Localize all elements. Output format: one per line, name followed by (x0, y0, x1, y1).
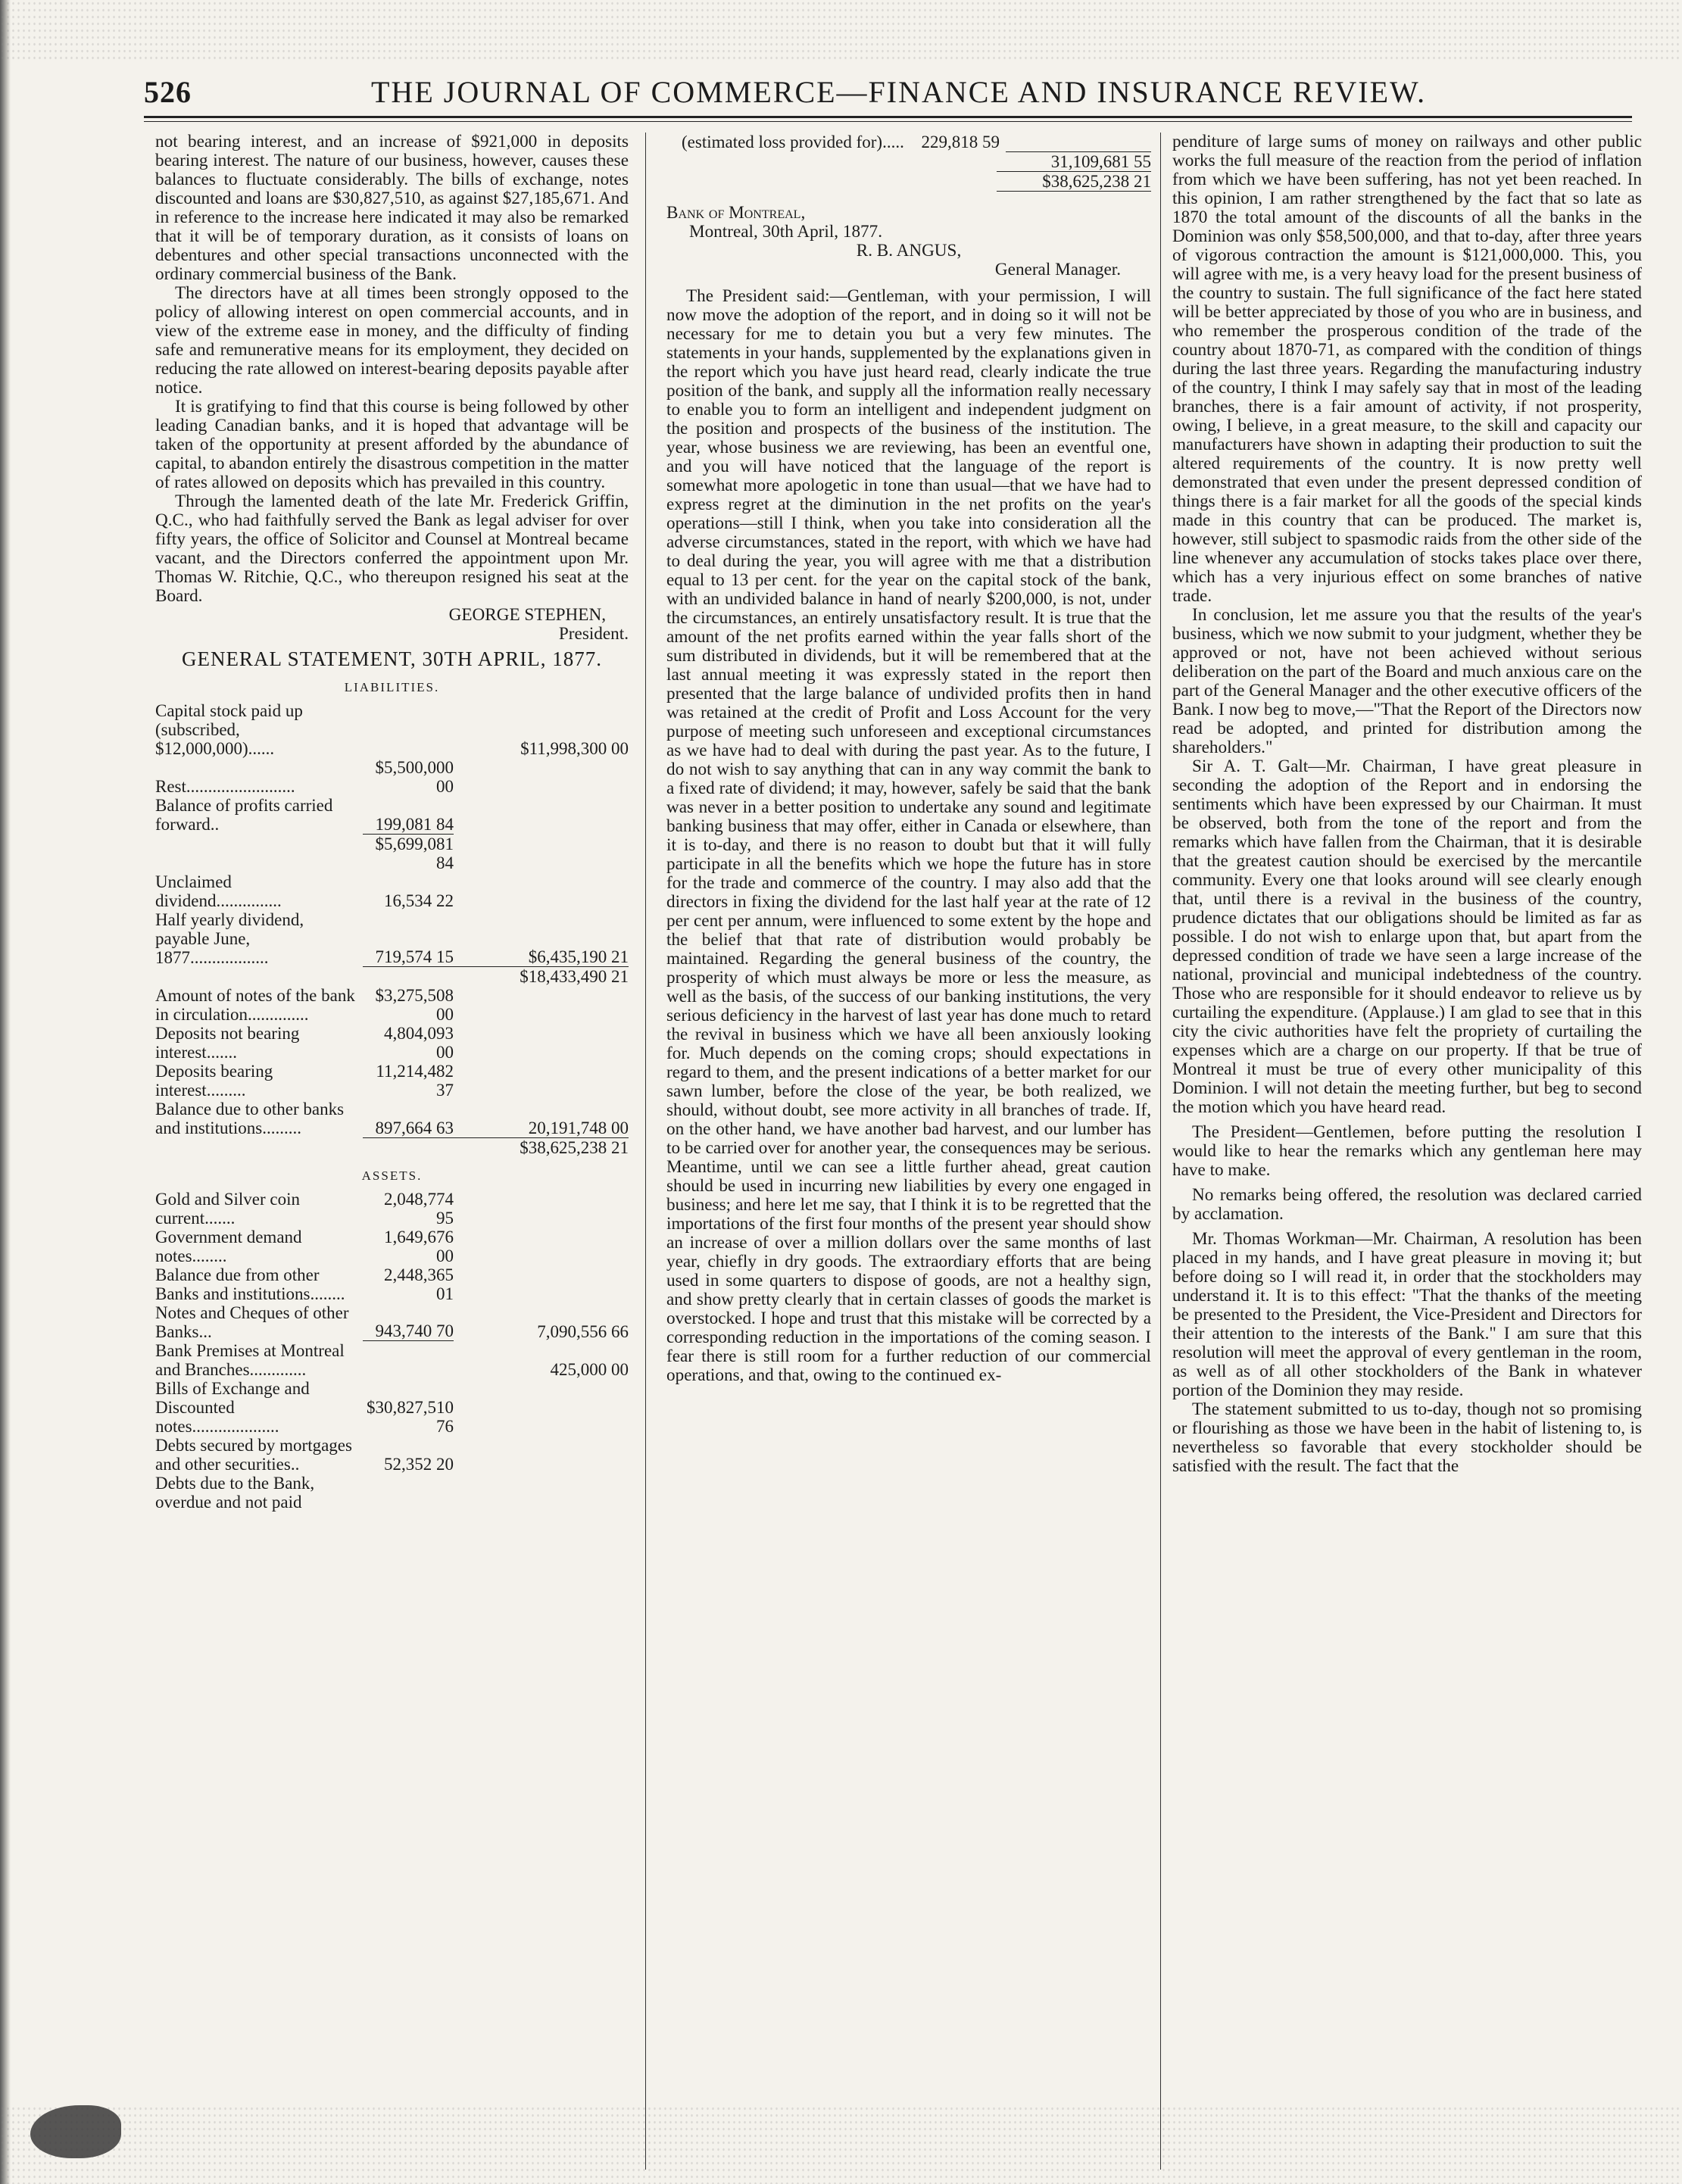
row-amount (454, 1436, 629, 1474)
dateline-bank: Bank of Montreal, (666, 203, 806, 223)
row-amount: $18,433,490 21 (520, 967, 629, 986)
statement-row (155, 834, 629, 872)
row-label: Notes and Cheques of other Banks... (155, 1303, 349, 1341)
row-amount: 425,000 00 (550, 1359, 629, 1379)
row-label: Gold and Silver coin current....... (155, 1189, 300, 1228)
row-amount (363, 701, 454, 758)
row-amount: 4,804,093 00 (384, 1024, 454, 1062)
statement-row (155, 910, 629, 967)
header-rule-thin (144, 121, 1632, 122)
header-rule (144, 116, 1632, 118)
row-amount: 7,090,556 66 (537, 1321, 629, 1341)
row-amount (454, 1190, 629, 1228)
row-label (155, 1137, 363, 1157)
paragraph: The statement submitted to us to-day, though not so promising or flourishing as those we have been in the habit of listening to, is nevertheless so favorable that every stockholder should be satisfied with the result. The fact that the (1172, 1399, 1642, 1476)
row-amount: $11,998,300 00 (520, 739, 629, 758)
statement-row (155, 701, 629, 758)
paragraph: The directors have at all times been strongly opposed to the policy of allowing interest on open commercial accounts, and in view of the extreme ease in money, and the difficulty of finding safe and remunerative means for its employment, they decided on reducing the rate allowed on interest-bearing deposits payable after notice. (155, 283, 629, 398)
row-label: Unclaimed dividend............... (155, 872, 282, 910)
statement-row (155, 758, 629, 796)
liabilities-heading: LIABILITIES. (344, 680, 440, 694)
row-amount: 2,048,774 95 (384, 1189, 454, 1228)
row-amount (454, 796, 629, 834)
paragraph: penditure of large sums of money on railways and other public works the full measure of the reaction from the period of inflation from which we have been suffering, has not yet been reached. In this opinion, I am rather strengthened by the fact that so late as 1870 the total amount of the discounts of all the banks in the Dominion was only $58,500,000, and that to-day, after three years of vigorous contraction the amount is $121,000,000. This, you will agree with me, is a very heavy load for the present business of the country to sustain. The full significance of the fact here stated will be better appreciated by those of you who are in business, and who remember the prosperous condition of the trade of the country about 1870-71, as compared with the condition of things during the last three years. Regarding the manufacturing industry of the country, I think I may safely say that in most of the leading branches, there is a fair amount of activity, if not prosperity, owing, I believe, in a great measure, to the skill and capacity our manufacturers have shown in adapting their production to suit the altered requirements of the country. It is now pretty well demonstrated that even under the present depressed condition of things there is a fair market for all the goods of the special kinds made in this country that can be produced. The market is, however, still subject to spasmodic raids from the other side of the line whenever any accumulation of stocks takes place over there, which has a very injurious effect on some branches of native trade. (1172, 133, 1642, 606)
liabilities-table (155, 701, 629, 1157)
row-label: Debts due to the Bank, overdue and not paid (155, 1473, 315, 1512)
statement-row (155, 1228, 629, 1265)
assets-table (155, 1190, 629, 1512)
statement-row (155, 1062, 629, 1100)
manager-name: R. B. ANGUS, (856, 241, 962, 261)
row-label: Deposits bearing interest......... (155, 1062, 273, 1100)
paragraph: It is gratifying to find that this course is being followed by other leading Canadian banks, and it is hoped that advantage will be taken of the opportunity at present afforded by the abundance of capital, to abandon entirely the disastrous competition in the matter of rates allowed on deposits which has prevailed in this country. (155, 397, 629, 492)
column-3 (1172, 133, 1642, 2162)
paragraph: The President said:—Gentleman, with your permission, I will now move the adoption of the report, and in doing so it will not be necessary for me to detain you but a very few minutes. The statements in your hands, supplemented by the explanations given in the report which you have just heard read, clearly indicate the true position of the bank, and supply all the information really necessary to enable you to form an intelligent and independent judgment on the position and prospects of the business of the institution. The year, whose business we are reviewing, has been an eventful one, and you will have noticed that the language of the report is somewhat more apologetic in tone than usual—that we have had to express regret at the diminution in the net profits on the year's operations—still I think, when you take into consideration all the adverse circumstances, stated in the report, with which we have had to deal during the year, you will agree with me that a distribution equal to 13 per cent. for the year on the capital stock of the bank, with an undivided balance in hand of nearly $200,000, is not, under the circumstances, an entirely unsatisfactory result. It is true that the amount of the net profits earned within the year falls short of the sum distributed in dividends, but it will be remembered that at the last annual meeting it was expressly stated in the report then presented that the large balance of undivided profits then in hand was retained at the credit of Profit and Loss Account for the very purpose of meeting such unforeseen and exceptional circumstances as we have had to deal with during the past year. As to the future, I do not wish to say anything that can in any way commit the bank to a fixed rate of dividend; it may, however, safely be said that the bank was never in a better position to undertake any sound and legitimate banking business that may offer, either in Canada or elsewhere, than it is to-day, and there is no reason to doubt but that it will fully participate in all the benefits which we hope the future has in store for the trade and commerce of the country. I may also add that the directors in fixing the dividend for the last half year at the rate of 12 per cent per annum, were influenced to some extent by the hope and the belief that that rate of distribution would probably be maintained. Regarding the general business of the country, the prosperity of which must always be more or less the measure, as well as the basis, of the success of our banking institutions, the very serious deficiency in the harvest of last year has done much to retard the revival in business which we have all been anxiously looking for. Much depends on the coming crops; should expectations in regard to them, and the present indications of a better market for our sawn lumber, before the close of the year, be both realized, we should, without doubt, see more activity in all branches of trade. If, on the other hand, we have another bad harvest, and our lumber has to be carried over for another year, the consequences may be serious. Meantime, until we can see a little further ahead, great caution should be used in incurring new liabilities by every one engaged in business; and here let me say, that I think it is to be regretted that the importations of the first four months of the present year should show an increase of over a million dollars over the same months of last year, chiefly in dry goods. The extraordiary efforts that are being used in some quarters to dispose of goods, are not a healthy sign, and show pretty clearly that in certain classes of goods the market is overstocked. I hope and trust that this mistake will be corrected by a corresponding reduction in the importations of the coming season. I fear there is still room for a further reduction of our commercial operations, and that, owing to the continued ex- (666, 286, 1151, 1385)
loss-label: (estimated loss provided for)..... (682, 133, 904, 151)
page-header (144, 70, 1628, 115)
ink-blot (30, 2105, 121, 2158)
row-amount: $5,699,081 84 (375, 834, 454, 872)
statement-row (155, 1100, 629, 1137)
row-amount: 199,081 84 (363, 796, 454, 834)
row-label: Balance of profits carried forward.. (155, 796, 333, 834)
dateline-place: Montreal, 30th April, 1877. (689, 222, 883, 242)
row-amount: $6,435,190 21 (454, 910, 629, 967)
statement-row (155, 1303, 629, 1341)
row-label (155, 834, 363, 872)
paragraph: Sir A. T. Galt—Mr. Chairman, I have great pleasure in seconding the adoption of the Report and in endorsing the sentiments which have been expressed by our Chairman. It must be observed, both from the tone of the report and from the remarks which have fallen from the Chairman, that it is desirable that the greatest caution should be exercised by the mercantile community. Every one that looks around will see clearly enough that, until there is a revival in the business of the country, prudence dictates that our obligations should be limited as far as possible. I do not wish to enlarge upon that, but apart from the depressed condition of trade we have seen a large increase of the national, provincial and municipal indebtedness of the country. Those who are responsible for it should endeavor to relieve us by curtailing the expenditure. (Applause.) I am glad to see that in this city the civic authorities have felt the propriety of curtailing the expenses which are a charge on our property. If that be true of Montreal it must be true of every other municipality of this Dominion. I will not detain the meeting further, but beg to second the motion which you have heard read. (1172, 757, 1642, 1117)
row-amount (454, 872, 629, 910)
row-amount (363, 1474, 454, 1512)
row-amount (454, 834, 629, 872)
row-amount (363, 967, 454, 987)
column-divider (645, 133, 646, 2170)
grand-total: $38,625,238 21 (997, 171, 1151, 192)
column-2 (666, 133, 1151, 2162)
journal-title: THE JOURNAL OF COMMERCE—FINANCE AND INSURANCE REVIEW. (371, 75, 1427, 109)
row-amount: 52,352 20 (384, 1454, 454, 1474)
row-amount: 20,191,748 00 (454, 1100, 629, 1137)
row-amount: 897,664 63 (363, 1100, 454, 1137)
row-label: Rest......................... (155, 777, 295, 796)
page-edge-shadow (0, 0, 11, 2184)
row-amount: 2,448,365 01 (384, 1265, 454, 1303)
row-amount (454, 1474, 629, 1512)
signature-title: President. (558, 624, 629, 644)
paragraph: The President—Gentlemen, before putting the resolution I would like to hear the remarks which any gentleman here may have to make. (1172, 1122, 1642, 1180)
row-label (155, 967, 363, 987)
manager-title: General Manager. (994, 260, 1121, 279)
statement-row (155, 1341, 629, 1379)
row-amount: $38,625,238 21 (520, 1137, 629, 1157)
paragraph: not bearing interest, and an increase of $921,000 in deposits bearing interest. The nature of our business, however, causes these balances to fluctuate considerably. The bills of exchange, notes discounted and loans are $30,827,510, as against $27,185,671. And in reference to the increase here indicated it may also be remarked that it will be of temporary duration, as it consists of loans on debentures and other special transactions unconnected with the ordinary commercial business of the Bank. (155, 133, 629, 284)
row-label: Balance due from other Banks and institutions........ (155, 1265, 345, 1303)
loss-total: 31,109,681 55 (1006, 151, 1151, 171)
row-label: Balance due to other banks and institutions......... (155, 1100, 345, 1137)
row-amount (454, 1024, 629, 1062)
page-number: 526 (144, 75, 192, 109)
row-amount: 943,740 70 (363, 1303, 454, 1341)
row-amount: 11,214,482 37 (376, 1062, 454, 1100)
signature-name: GEORGE STEPHEN, (448, 605, 606, 625)
scan-noise-top (0, 0, 1682, 61)
row-label: Half yearly dividend, payable June, 1877.................. (155, 909, 304, 967)
row-amount: $3,275,508 00 (375, 986, 454, 1024)
statement-row (155, 1137, 629, 1157)
statement-row (155, 967, 629, 987)
row-label: Debts secured by mortgages and other securities.. (155, 1435, 352, 1474)
assets-heading: ASSETS. (361, 1168, 423, 1183)
statement-row (155, 796, 629, 834)
statement-row (155, 1436, 629, 1474)
paragraph: Mr. Thomas Workman—Mr. Chairman, A resolution has been placed in my hands, and I have great pleasure in moving it; but before doing so I will read it, in order that the stockholders may understand it. It is to this effect: "That the thanks of the meeting be presented to the President, the Vice-President and Directors for their attention to the interests of the Bank." I am sure that this resolution will meet the approval of every gentleman in the room, as well as of all other stockholders of the Bank in whatever portion of the Dominion they may reside. (1172, 1229, 1642, 1400)
paragraph: Through the lamented death of the late Mr. Frederick Griffin, Q.C., who had faithfully served the Bank as legal adviser for over fifty years, the office of Solicitor and Counsel at Montreal became vacant, and the Directors conferred the appointment upon Mr. Thomas W. Ritchie, Q.C., who thereupon resigned his seat at the Board. (155, 491, 629, 606)
row-amount (454, 1062, 629, 1100)
row-amount (454, 1228, 629, 1265)
paragraph: In conclusion, let me assure you that the results of the year's business, which we now submit to your judgment, whether they be approved or not, have not been achieved without serious deliberation on the part of the Board and much anxious care on the part of the General Manager and the other executive officers of the Bank. I now beg to move,—"That the Report of the Directors now read be adopted, and printed for distribution among the shareholders." (1172, 605, 1642, 757)
row-amount (454, 758, 629, 796)
row-amount: $30,827,510 76 (367, 1397, 454, 1436)
loss-amount: 229,818 59 (921, 133, 1000, 151)
row-amount: 719,574 15 (363, 910, 454, 967)
column-1 (155, 133, 629, 2162)
row-amount (363, 1341, 454, 1379)
statement-row (155, 1474, 629, 1512)
column-divider (1160, 133, 1161, 2170)
row-label: Government demand notes........ (155, 1227, 302, 1265)
row-amount (454, 1265, 629, 1303)
row-amount: 16,534 22 (384, 891, 454, 910)
statement-continuation (666, 133, 1151, 192)
row-amount: 1,649,676 00 (384, 1227, 454, 1265)
statement-row (155, 1265, 629, 1303)
row-amount (454, 986, 629, 1024)
row-label: Bills of Exchange and Discounted notes.................... (155, 1378, 310, 1436)
statement-row (155, 986, 629, 1024)
row-label: Capital stock paid up (subscribed, $12,000,000)...... (155, 701, 303, 758)
statement-row (155, 1379, 629, 1436)
statement-row (155, 1024, 629, 1062)
row-amount: $5,500,000 00 (375, 758, 454, 796)
row-amount (454, 1379, 629, 1436)
statement-heading: GENERAL STATEMENT, 30TH APRIL, 1877. (181, 647, 603, 670)
row-amount (363, 1137, 454, 1157)
row-label: Amount of notes of the bank in circulation.............. (155, 986, 355, 1024)
row-label: Bank Premises at Montreal and Branches............. (155, 1340, 345, 1379)
row-label: Deposits not bearing interest....... (155, 1024, 300, 1062)
statement-row (155, 872, 629, 910)
paragraph: No remarks being offered, the resolution was declared carried by acclamation. (1172, 1185, 1642, 1224)
dateline (666, 204, 1151, 242)
statement-row (155, 1190, 629, 1228)
